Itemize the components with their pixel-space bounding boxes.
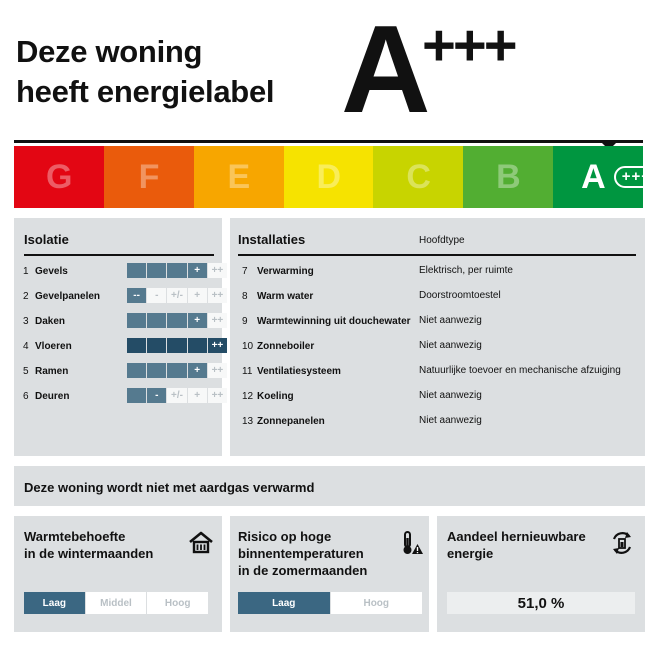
row-label: Ventilatiesysteem <box>257 365 341 377</box>
row-label: Gevelpanelen <box>35 290 101 302</box>
installaties-row <box>242 287 313 305</box>
risico-title-line-2: binnentemperaturen <box>238 546 364 561</box>
risico-title <box>238 528 367 579</box>
risico-scale <box>238 592 422 614</box>
rating-segment: ++ <box>208 363 227 378</box>
rating-segment: ++ <box>208 263 227 278</box>
installaties-row <box>242 387 294 405</box>
energy-class-c <box>373 146 463 208</box>
energy-class-scale <box>14 140 651 208</box>
row-number: 9 <box>242 315 248 327</box>
energy-class-a <box>553 146 651 208</box>
row-number: 2 <box>23 290 29 302</box>
installaties-row <box>242 262 314 280</box>
rating-segment <box>147 338 166 353</box>
hernieuwbaar-title <box>447 528 586 562</box>
rating-segment <box>147 313 166 328</box>
renewable-cycle-icon <box>609 530 635 556</box>
installaties-row <box>242 337 314 355</box>
rating-segment <box>147 263 166 278</box>
energy-class-e <box>194 146 284 208</box>
rating-segment <box>167 338 186 353</box>
title-line-1: Deze woning <box>16 34 203 69</box>
energy-class-letter: E <box>227 157 251 196</box>
warmtebehoefte-scale <box>24 592 208 614</box>
row-value: Niet aanwezig <box>419 315 482 326</box>
isolatie-divider <box>24 254 214 256</box>
energy-class-letter: C <box>406 157 431 196</box>
isolatie-row <box>23 262 68 280</box>
risico-title-line-1: Risico op hoge <box>238 529 332 544</box>
rating-segment <box>127 388 146 403</box>
gas-notice: Deze woning wordt niet met aardgas verwarmd <box>14 466 645 506</box>
hernieuwbaar-value: 51,0 % <box>447 592 635 614</box>
scale-option-laag: Laag <box>238 592 330 614</box>
energy-class-f <box>104 146 194 208</box>
row-label: Verwarming <box>257 265 314 277</box>
energy-class-letter: D <box>316 157 342 196</box>
energy-class-b <box>463 146 553 208</box>
isolatie-rating-bar <box>127 363 227 378</box>
row-label: Warm water <box>257 290 314 302</box>
isolatie-rating-bar <box>127 338 227 353</box>
row-number: 4 <box>23 340 29 352</box>
row-label: Ramen <box>35 365 69 377</box>
row-number: 5 <box>23 365 29 377</box>
rating-segment <box>127 263 146 278</box>
isolatie-rating-bar <box>127 388 227 403</box>
row-label: Daken <box>35 315 66 327</box>
row-number: 1 <box>23 265 29 277</box>
isolatie-rating-bar <box>127 263 227 278</box>
warmtebehoefte-panel <box>14 516 222 632</box>
isolatie-rating-bar <box>127 313 227 328</box>
row-label: Vloeren <box>35 340 72 352</box>
energy-class-letter: B <box>496 157 521 196</box>
scale-option-hoog: Hoog <box>147 592 208 614</box>
installaties-title: Installaties <box>238 232 306 247</box>
rating-segment <box>127 313 146 328</box>
installaties-panel <box>230 218 645 456</box>
house-heating-icon <box>188 530 214 556</box>
energy-class-plus-badge: +++ <box>614 166 659 188</box>
rating-segment <box>167 313 186 328</box>
row-number: 6 <box>23 390 29 402</box>
row-label: Koeling <box>257 390 294 402</box>
rating-segment: + <box>188 388 207 403</box>
header <box>16 1 656 139</box>
installaties-row <box>242 312 411 330</box>
rating-segment: + <box>188 313 207 328</box>
scale-option-laag: Laag <box>24 592 85 614</box>
isolatie-row <box>23 337 72 355</box>
installaties-row <box>242 362 341 380</box>
isolatie-row <box>23 362 68 380</box>
energy-label-letter: A <box>341 1 427 139</box>
energy-class-d <box>284 146 374 208</box>
row-label: Zonneboiler <box>257 340 315 352</box>
rating-segment: - <box>147 388 166 403</box>
row-value: Niet aanwezig <box>419 390 482 401</box>
row-value: Natuurlijke toevoer en mechanische afzuiging <box>419 365 621 376</box>
warmtebehoefte-title-line-1: Warmtebehoefte <box>24 529 126 544</box>
isolatie-rating-bar <box>127 288 227 303</box>
row-label: Deuren <box>35 390 70 402</box>
row-number: 12 <box>242 390 254 402</box>
warmtebehoefte-title <box>24 528 153 562</box>
row-number: 7 <box>242 265 248 277</box>
rating-segment <box>167 363 186 378</box>
scale-option-hoog: Hoog <box>331 592 423 614</box>
risico-panel <box>230 516 429 632</box>
rating-segment <box>167 263 186 278</box>
rating-segment: + <box>188 363 207 378</box>
rating-segment <box>127 338 146 353</box>
rating-segment: ++ <box>208 288 227 303</box>
energy-class-letter: F <box>138 157 160 196</box>
hernieuwbaar-title-line-1: Aandeel hernieuwbare <box>447 529 586 544</box>
rating-segment: ++ <box>208 338 227 353</box>
row-value: Niet aanwezig <box>419 415 482 426</box>
row-number: 3 <box>23 315 29 327</box>
energy-class-g <box>14 146 104 208</box>
installaties-row <box>242 412 325 430</box>
energy-class-letter: G <box>45 157 73 196</box>
isolatie-row <box>23 287 100 305</box>
rating-segment: + <box>188 288 207 303</box>
installaties-divider <box>238 254 636 256</box>
rating-segment <box>147 363 166 378</box>
row-value: Elektrisch, per ruimte <box>419 265 513 276</box>
rating-segment: +/- <box>167 388 186 403</box>
row-number: 10 <box>242 340 254 352</box>
title-line-2: heeft energielabel <box>16 74 275 109</box>
isolatie-panel <box>14 218 222 456</box>
risico-title-line-3: in de zomermaanden <box>238 563 368 578</box>
rating-segment: + <box>188 263 207 278</box>
rating-segment: -- <box>127 288 146 303</box>
warmtebehoefte-title-line-2: in de wintermaanden <box>24 546 154 561</box>
row-label: Zonnepanelen <box>257 415 325 427</box>
scale-option-middel: Middel <box>86 592 147 614</box>
row-number: 11 <box>242 365 253 377</box>
row-number: 8 <box>242 290 248 302</box>
row-value: Niet aanwezig <box>419 340 482 351</box>
row-label: Warmtewinning uit douchewater <box>257 315 411 327</box>
rating-segment: - <box>147 288 166 303</box>
rating-segment <box>188 338 207 353</box>
rating-segment: ++ <box>208 388 227 403</box>
thermometer-warning-icon <box>398 530 424 556</box>
row-number: 13 <box>242 415 254 427</box>
hernieuwbaar-title-line-2: energie <box>447 546 494 561</box>
rating-segment: +/- <box>167 288 186 303</box>
row-label: Gevels <box>35 265 68 277</box>
energy-label-plus: +++ <box>422 13 515 78</box>
rating-segment: ++ <box>208 313 227 328</box>
hernieuwbaar-panel <box>437 516 645 632</box>
page-title <box>16 32 336 112</box>
isolatie-row <box>23 312 65 330</box>
energy-class-letter: A <box>581 157 606 196</box>
row-value: Doorstroomtoestel <box>419 290 501 301</box>
rating-segment <box>127 363 146 378</box>
installaties-column-header: Hoofdtype <box>419 235 465 246</box>
isolatie-row <box>23 387 69 405</box>
isolatie-title: Isolatie <box>24 232 69 247</box>
